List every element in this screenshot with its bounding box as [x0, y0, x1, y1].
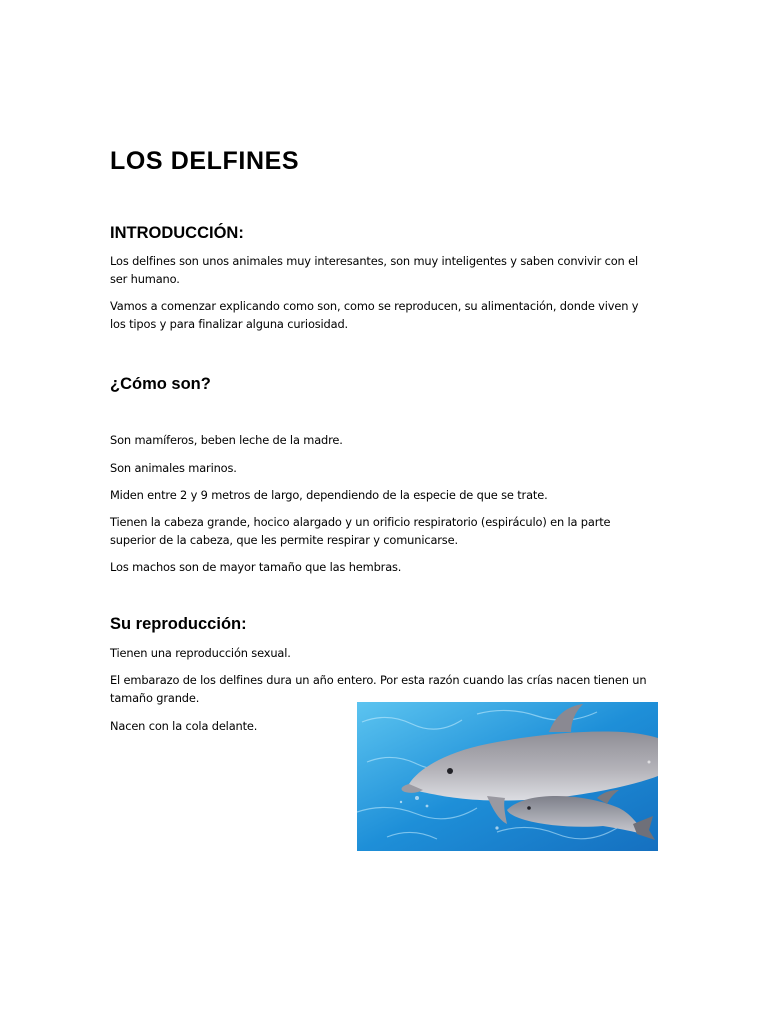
paragraph: Vamos a comenzar explicando como son, como se reproducen, su alimentación, donde viven y los tipos y para finalizar alguna curiosidad.: [110, 299, 639, 331]
section-heading-reproduccion: Su reproducción:: [110, 615, 247, 633]
section-heading-introduccion: INTRODUCCIÓN:: [110, 224, 244, 242]
paragraph: Tienen una reproducción sexual.: [110, 646, 291, 660]
dolphin-photo: [357, 702, 658, 851]
document-title: LOS DELFINES: [110, 147, 300, 175]
paragraph: El embarazo de los delfines dura un año entero. Por esta razón cuando las crías nacen tienen un tamaño grande.: [110, 673, 647, 705]
paragraph: Nacen con la cola delante.: [110, 719, 258, 733]
adult-dolphin-eye: [447, 768, 453, 774]
section-heading-como-son: ¿Cómo son?: [110, 375, 211, 393]
paragraph: Son animales marinos.: [110, 461, 237, 475]
paragraph: Tienen la cabeza grande, hocico alargado y un orificio respiratorio (espiráculo) en la parte superior de la cabeza, que les permite respirar y comunicarse.: [110, 515, 611, 547]
dolphin-illustration: [357, 702, 658, 851]
paragraph: Son mamíferos, beben leche de la madre.: [110, 433, 343, 447]
paragraph: Miden entre 2 y 9 metros de largo, dependiendo de la especie de que se trate.: [110, 488, 548, 502]
paragraph: Los delfines son unos animales muy interesantes, son muy inteligentes y saben convivir con el ser humano.: [110, 254, 638, 286]
paragraph: Los machos son de mayor tamaño que las hembras.: [110, 560, 402, 574]
calf-dolphin-eye: [527, 806, 531, 810]
